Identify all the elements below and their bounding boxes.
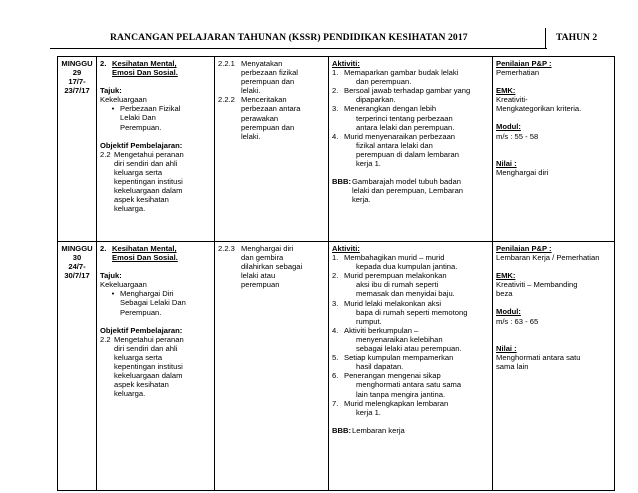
activity-line: menyenaraikan kelebihan xyxy=(356,334,443,344)
activity-item xyxy=(332,271,489,298)
week-row xyxy=(58,57,615,242)
objektif-line: kepentingan institusi xyxy=(114,362,183,372)
spacer xyxy=(100,77,211,86)
activity-line: Penerangan mengenai sikap xyxy=(344,371,441,381)
activity-line: Aktiviti berkumpulan – xyxy=(344,325,419,335)
activity-text xyxy=(344,253,489,271)
activity-line: Bersoal jawab terhadap gambar yang xyxy=(344,86,471,96)
bbb-row xyxy=(332,177,489,204)
objektif-label: Objektif Pembelajaran: xyxy=(100,325,183,335)
activities-label: Aktiviti: xyxy=(332,244,360,253)
standard-line: Menyatakan xyxy=(241,59,283,68)
objektif-text xyxy=(114,150,184,214)
standard-number: 2.2.3 xyxy=(218,244,235,253)
activity-item xyxy=(332,104,489,131)
objektif-line: keluarga serta xyxy=(114,167,163,177)
activity-text xyxy=(344,399,489,417)
activity-line: Murid lelaki melakonkan aksi xyxy=(344,298,442,308)
standard-line: perempuan xyxy=(241,280,280,290)
activity-line: kepada dua kumpulan jantina. xyxy=(356,262,458,272)
emk-line: Kreativiti- xyxy=(496,95,528,105)
spacer xyxy=(496,141,611,150)
standard-text xyxy=(241,95,301,140)
activity-line: Setiap kumpulan mempamerkan xyxy=(344,353,454,363)
bbb-line: Gambarajah model tubuh badan xyxy=(352,177,461,187)
activity-item xyxy=(332,371,489,398)
bullet-icon: • xyxy=(111,289,115,299)
emk-line: beza xyxy=(496,289,513,299)
tajuk-label: Tajuk: xyxy=(100,271,122,281)
activity-item xyxy=(332,326,489,353)
week-label: MINGGU xyxy=(61,59,93,68)
modul-text: m/s : 63 - 65 xyxy=(496,316,539,326)
bbb-line: lelaki dan perempuan, Lembaran xyxy=(352,186,464,196)
header-divider xyxy=(545,28,546,48)
nilai-label: Nilai : xyxy=(496,343,517,353)
activity-item xyxy=(332,353,489,371)
activity-item xyxy=(332,299,489,326)
modul-label: Modul: xyxy=(496,307,521,317)
activity-line: perempuan di dalam lembaran xyxy=(356,149,459,159)
tajuk-text: Kekeluargaan xyxy=(100,95,147,105)
activity-item xyxy=(332,68,489,86)
activity-line: kerja 1. xyxy=(356,159,381,169)
unit-title xyxy=(112,244,178,262)
learning-standard xyxy=(218,95,325,140)
activity-number: 1. xyxy=(332,68,339,78)
topic-line: Menghargai Diri xyxy=(120,289,174,299)
nilai-line: Menghormati antara satu xyxy=(496,352,581,362)
learning-standard xyxy=(218,244,325,289)
activity-line: antara lelaki dan perempuan. xyxy=(356,122,455,132)
standard-line: Menceritakan xyxy=(241,95,287,105)
activity-line: bapa di rumah seperti memotong xyxy=(356,307,468,317)
bbb-text xyxy=(352,426,489,435)
activity-text xyxy=(344,104,489,131)
penilaian-label: Penilaian P&P : xyxy=(496,59,552,68)
week-number: 30 xyxy=(72,253,82,263)
standard-line: lelaki. xyxy=(241,86,261,96)
activity-line: lain tanpa mengira jantina. xyxy=(356,389,446,399)
unit-title-line: Emosi Dan Sosial. xyxy=(112,68,178,78)
objektif-line: kepentingan institusi xyxy=(114,177,183,187)
bbb-line: kerja. xyxy=(352,195,371,205)
activity-item xyxy=(332,253,489,271)
standard-line: lelaki atau xyxy=(241,271,276,281)
bbb-label: BBB: xyxy=(332,425,351,435)
activity-number: 4. xyxy=(332,325,339,335)
document-header xyxy=(50,26,610,52)
standards-cell xyxy=(215,57,329,242)
standard-text xyxy=(241,244,302,289)
objektif-line: keluarga. xyxy=(114,389,146,399)
standard-line: lelaki. xyxy=(241,131,261,141)
bbb-line: Lembaran kerja xyxy=(352,425,405,435)
activity-line: aksi ibu di rumah seperti xyxy=(356,280,439,290)
spacer xyxy=(496,262,611,271)
activity-line: kerja 1. xyxy=(356,407,381,417)
activity-number: 3. xyxy=(332,104,339,114)
spacer xyxy=(496,335,611,344)
activity-item xyxy=(332,399,489,417)
topic-line: Perbezaan Fizikal xyxy=(120,104,181,114)
objektif-item xyxy=(100,335,211,399)
year-label: TAHUN 2 xyxy=(556,32,598,43)
activity-text xyxy=(344,271,489,298)
activity-line: hasil dapatan. xyxy=(356,362,404,372)
spacer xyxy=(496,77,611,86)
objektif-text xyxy=(114,335,184,399)
objektif-line: diri sendiri dan ahli xyxy=(114,158,178,168)
activity-text xyxy=(344,299,489,326)
topic-bullet-text xyxy=(120,104,180,131)
bbb-label: BBB: xyxy=(332,177,351,187)
emk-label: EMK: xyxy=(496,86,516,96)
activity-number: 2. xyxy=(332,86,339,96)
unit-number: 2. xyxy=(100,244,107,253)
activity-number: 2. xyxy=(332,271,339,281)
nilai-line: sama lain xyxy=(496,361,529,371)
activity-line: Murid melengkapkan lembaran xyxy=(344,398,449,408)
tajuk-label: Tajuk: xyxy=(100,86,122,96)
week-cell xyxy=(58,57,97,242)
week-row xyxy=(58,242,615,491)
document-title: RANCANGAN PELAJARAN TAHUNAN (KSSR) PENDIDIKAN KESIHATAN 2017 xyxy=(110,32,468,43)
topic-line: Sebagai Lelaki Dan xyxy=(120,298,186,308)
penilaian-text: Pemerhatian xyxy=(496,68,540,78)
unit-title-line: Kesihatan Mental, xyxy=(112,244,177,253)
nilai-label: Nilai : xyxy=(496,158,517,168)
week-number: 29 xyxy=(72,68,82,78)
activities-cell xyxy=(329,242,493,491)
activity-item xyxy=(332,132,489,168)
spacer xyxy=(332,168,489,177)
spacer xyxy=(496,326,611,335)
week-date-end: 30/7/17 xyxy=(64,271,90,281)
activity-number: 1. xyxy=(332,253,339,263)
standard-line: dan gembira xyxy=(241,253,284,263)
standard-line: perempuan dan xyxy=(241,122,295,132)
unit-title xyxy=(112,59,178,77)
unit-title-line: Emosi Dan Sosial. xyxy=(112,253,178,263)
spacer xyxy=(496,150,611,159)
modul-text: m/s : 55 - 58 xyxy=(496,131,539,141)
spacer xyxy=(100,132,211,141)
week-label: MINGGU xyxy=(61,244,93,253)
objektif-item xyxy=(100,150,211,214)
spacer xyxy=(100,317,211,326)
header-rule xyxy=(50,48,547,49)
unit-number: 2. xyxy=(100,59,107,68)
objektif-line: diri sendiri dan ahli xyxy=(114,343,178,353)
unit-heading xyxy=(100,244,211,262)
activities-cell xyxy=(329,57,493,242)
objektif-line: aspek kesihatan xyxy=(114,380,169,390)
bbb-row xyxy=(332,426,489,435)
objektif-line: Mengetahui peranan xyxy=(114,334,184,344)
penilaian-label: Penilaian P&P : xyxy=(496,244,552,253)
objektif-line: kekeluargaan dalam xyxy=(114,371,183,381)
objektif-line: keluarga serta xyxy=(114,352,163,362)
nilai-line: Menghargai diri xyxy=(496,167,549,177)
standard-line: dilahirkan sebagai xyxy=(241,262,303,272)
topic-line: Perempuan. xyxy=(120,307,162,317)
unit-heading xyxy=(100,59,211,77)
topic-line: Perempuan. xyxy=(120,122,162,132)
activity-line: fizikal antara lelaki dan xyxy=(356,140,433,150)
objektif-label: Objektif Pembelajaran: xyxy=(100,140,183,150)
week-date-start: 17/7- xyxy=(68,77,86,87)
activity-text xyxy=(344,326,489,353)
emk-label: EMK: xyxy=(496,271,516,281)
activity-text xyxy=(344,132,489,168)
spacer xyxy=(496,113,611,122)
standard-number: 2.2.2 xyxy=(218,95,235,105)
tajuk-text: Kekeluargaan xyxy=(100,280,147,290)
learning-standard xyxy=(218,59,325,95)
emk-line: Mengkategorikan kriteria. xyxy=(496,104,582,114)
activity-number: 5. xyxy=(332,353,339,363)
spacer xyxy=(496,298,611,307)
unit-title-line: Kesihatan Mental, xyxy=(112,59,177,68)
activity-line: memasak dan menyidai baju. xyxy=(356,289,455,299)
objektif-number: 2.2 xyxy=(100,334,111,344)
activity-line: Murid menyenaraikan perbezaan xyxy=(344,131,456,141)
objektif-line: keluarga. xyxy=(114,204,146,214)
activity-number: 7. xyxy=(332,398,339,408)
spacer xyxy=(332,417,489,426)
objektif-number: 2.2 xyxy=(100,149,111,159)
activities-label: Aktiviti: xyxy=(332,59,360,68)
topic-line: Lelaki Dan xyxy=(120,113,156,123)
activity-line: dipaparkan. xyxy=(356,95,396,105)
objektif-line: aspek kesihatan xyxy=(114,195,169,205)
assessment-cell xyxy=(493,57,615,242)
activity-line: Murid perempuan melakonkan xyxy=(344,271,447,281)
objektif-line: Mengetahui peranan xyxy=(114,149,184,159)
activity-line: rumput. xyxy=(356,316,382,326)
activity-line: terperinci tentang perbezaan xyxy=(356,113,453,123)
standard-line: Menghargai diri xyxy=(241,244,294,253)
standard-text xyxy=(241,59,298,95)
activity-line: Memaparkan gambar budak lelaki xyxy=(344,68,459,78)
activity-line: Membahagikan murid – murid xyxy=(344,253,445,263)
standard-line: perbezaan antara xyxy=(241,104,301,114)
standard-line: perempuan dan xyxy=(241,77,295,87)
topic-bullet-text xyxy=(120,289,186,316)
activity-text xyxy=(344,353,489,371)
standard-number: 2.2.1 xyxy=(218,59,235,68)
spacer xyxy=(100,262,211,271)
emk-line: Kreativiti – Membanding xyxy=(496,280,578,290)
activity-line: menghormati antara satu sama xyxy=(356,380,462,390)
activity-text xyxy=(344,371,489,398)
assessment-cell xyxy=(493,242,615,491)
unit-cell xyxy=(97,57,215,242)
lesson-plan-table xyxy=(57,56,615,491)
activity-text xyxy=(344,68,489,86)
activity-item xyxy=(332,86,489,104)
activity-number: 4. xyxy=(332,131,339,141)
standards-cell xyxy=(215,242,329,491)
penilaian-text: Lembaran Kerja / Pemerhatian xyxy=(496,253,600,263)
modul-label: Modul: xyxy=(496,122,521,132)
bbb-text xyxy=(352,177,489,204)
activity-line: sebagai lelaki atau perempuan. xyxy=(356,344,462,354)
standard-line: perawakan xyxy=(241,113,279,123)
activity-line: Menerangkan dengan lebih xyxy=(344,104,437,114)
activity-line: dan perempuan. xyxy=(356,77,412,87)
week-cell xyxy=(58,242,97,491)
standard-line: perbezaan fizikal xyxy=(241,68,298,78)
topic-bullet xyxy=(106,289,211,316)
activity-text xyxy=(344,86,489,104)
objektif-line: kekeluargaan dalam xyxy=(114,186,183,196)
bullet-icon: • xyxy=(111,104,115,114)
unit-cell xyxy=(97,242,215,491)
week-date-end: 23/7/17 xyxy=(64,86,90,96)
week-date-start: 24/7- xyxy=(68,262,86,272)
activity-number: 6. xyxy=(332,371,339,381)
topic-bullet xyxy=(106,104,211,131)
activity-number: 3. xyxy=(332,298,339,308)
